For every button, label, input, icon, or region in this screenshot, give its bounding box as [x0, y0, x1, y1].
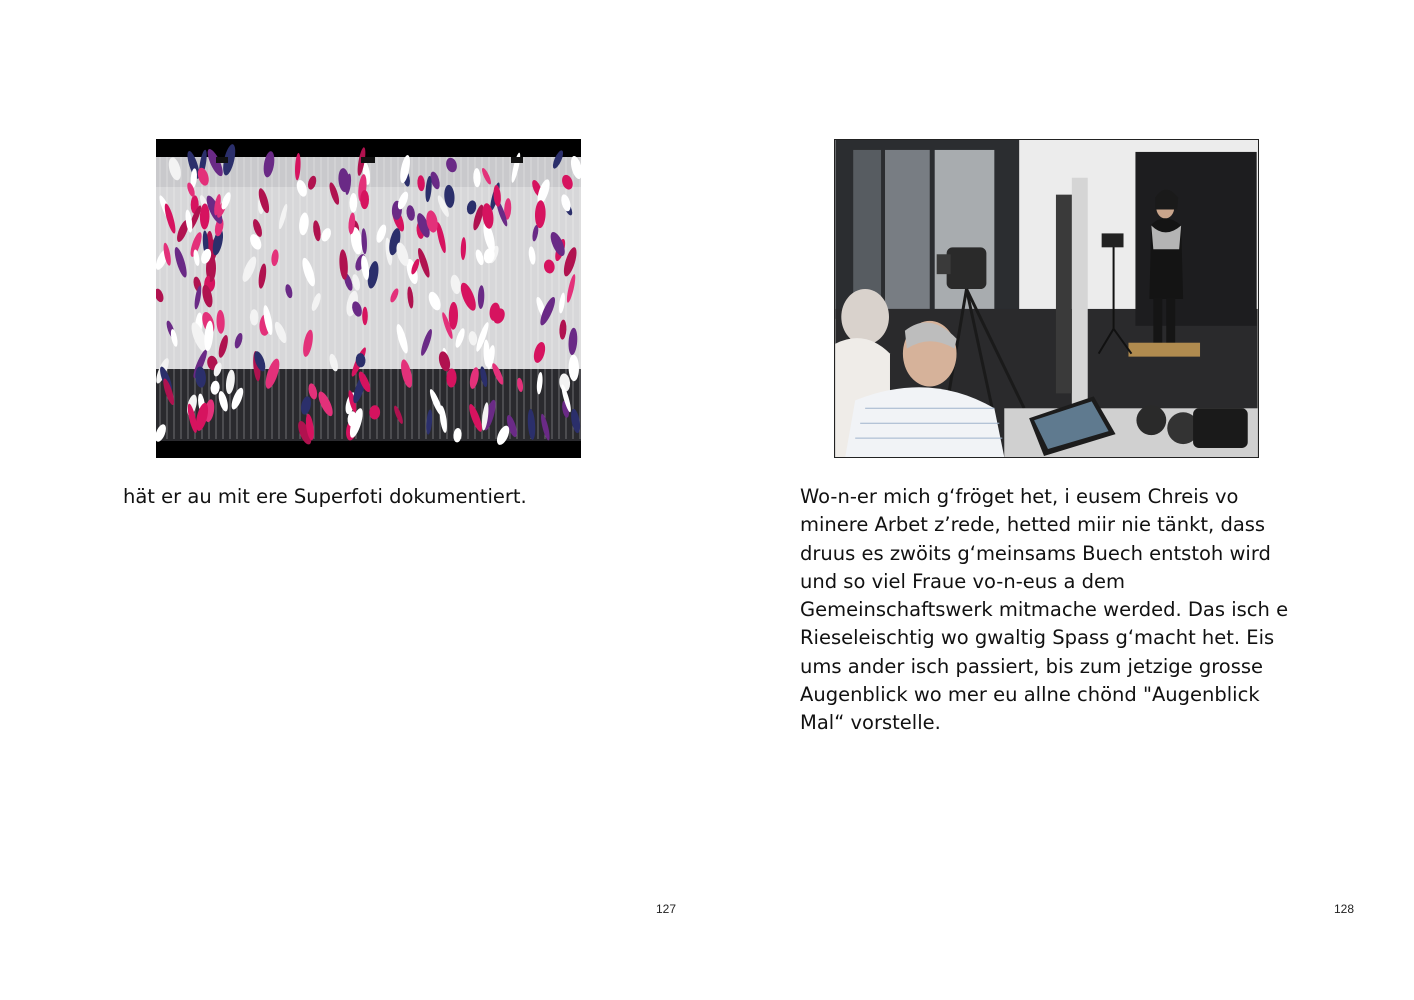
- right-page-text: Wo-n-er mich g‘fröget het, i eusem Chreis vo minere Arbet z’rede, hetted miir nie tänkt, dass druus es zwöits g‘meinsams Buech entstoh wird und so viel Fraue vo-n-eus a dem Gemeinschaftswerk mitmache werded. Das isch e Rieseleischtig wo gwaltig Spass g‘macht het. Eis ums ander isch passiert, bis zum jetzige grosse Augenblick wo mer eu allne chönd "Augenblick Mal“ vorstelle.: [800, 485, 1289, 735]
- hanging-leaf: [360, 190, 369, 209]
- installation-photo-graphic: [156, 139, 581, 458]
- page-number-left: 127: [656, 902, 677, 916]
- hanging-leaf: [362, 307, 368, 325]
- photo-shoot-graphic: [835, 140, 1258, 457]
- right-page: [707, 0, 1414, 1000]
- page-number-right: 128: [1334, 902, 1355, 916]
- left-page-text: hät er au mit ere Superfoti dokumentiert.: [123, 485, 527, 508]
- photo-shoot-photo: [834, 139, 1259, 458]
- installation-photo: [156, 139, 581, 458]
